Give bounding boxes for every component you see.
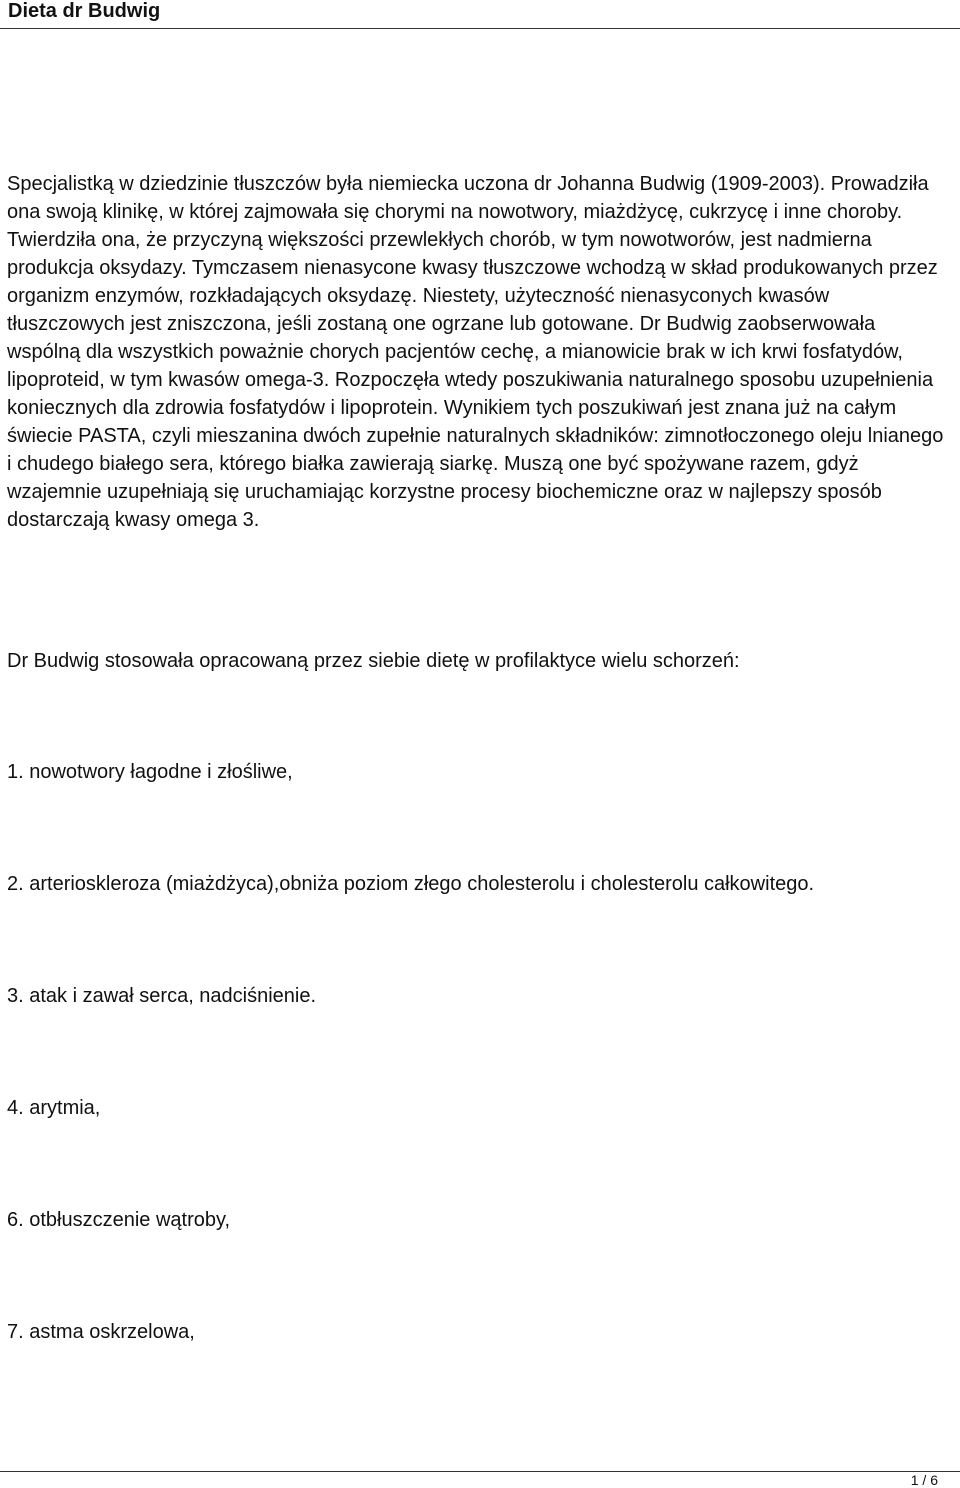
footer-divider: [0, 1471, 960, 1472]
list-item: 3. atak i zawał serca, nadciśnienie.: [7, 985, 317, 1007]
list-item: 6. otbłuszczenie wątroby,: [7, 1209, 231, 1231]
list-item: 4. arytmia,: [7, 1097, 101, 1119]
list-lead-paragraph: Dr Budwig stosowała opracowaną przez siebie dietę w profilaktyce wielu schorzeń:: [7, 650, 740, 672]
page-header: [0, 0, 960, 30]
header-divider: [0, 28, 960, 29]
list-item: 1. nowotwory łagodne i złośliwe,: [7, 761, 293, 783]
list-item: 2. arterioskleroza (miażdżyca),obniża poziom złego cholesterolu i cholesterolu całkowitego.: [7, 873, 815, 895]
list-item: 7. astma oskrzelowa,: [7, 1321, 195, 1343]
intro-paragraph: Specjalistką w dziedzinie tłuszczów była niemiecka uczona dr Johanna Budwig (1909-2003). Prowadziła ona swoją klinikę, w której zajmowała się chorymi na nowotwory, miażdżycę, cukrzycę i inne choroby. Twierdziła ona, że przyczyną większości przewlekłych chorób, w tym nowotworów, jest nadmierna produkcja oksydazy. Tymczasem nienasycone kwasy tłuszczowe wchodzą w skład produkowanych przez organizm enzymów, rozkładających oksydazę. Niestety, użyteczność nienasyconych kwasów tłuszczowych jest zniszczona, jeśli zostaną one ogrzane lub gotowane. Dr Budwig zaobserwowała wspólną dla wszystkich poważnie chorych pacjentów cechę, a mianowicie brak w ich krwi fosfatydów, lipoproteid, w tym kwasów omega-3. Rozpoczęła wtedy poszukiwania naturalnego sposobu uzupełnienia koniecznych dla zdrowia fosfatydów i lipoprotein. Wynikiem tych poszukiwań jest znana już na całym świecie PASTA, czyli mieszanina dwóch zupełnie naturalnych składników: zimnotłoczonego oleju lnianego i chudego białego sera, którego białka zawierają siarkę. Muszą one być spożywane razem, gdyż wzajemnie uzupełniają się uruchamiając korzystne procesy biochemiczne oraz w najlepszy sposób dostarczają kwasy omega 3.: [7, 173, 944, 531]
page-number: 1 / 6: [910, 1472, 938, 1488]
document-title: Dieta dr Budwig: [8, 0, 161, 22]
